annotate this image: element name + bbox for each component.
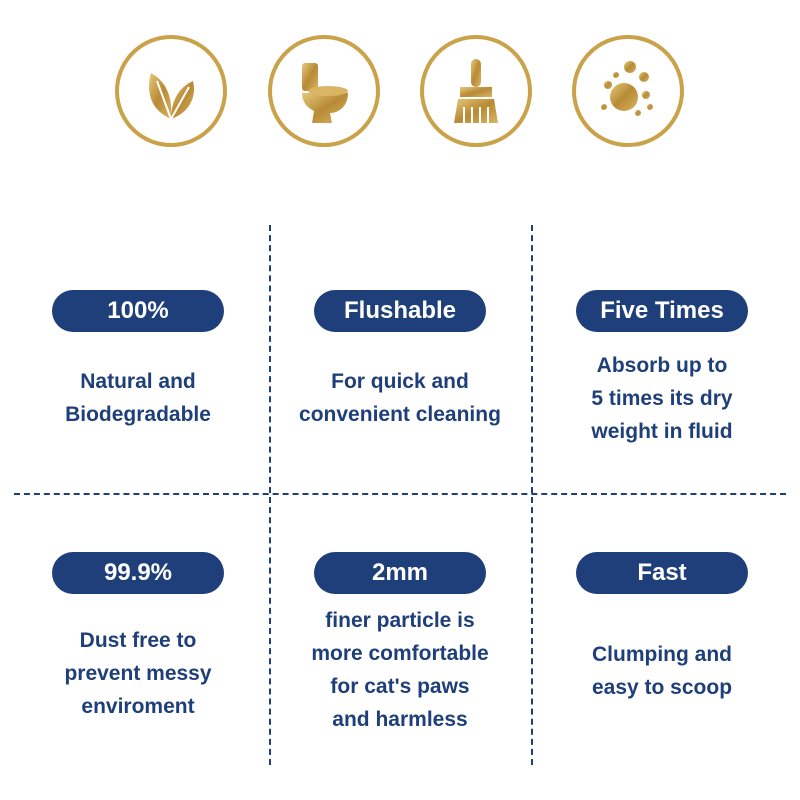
feature-text: Clumping and easy to scoop: [591, 643, 733, 699]
leaf-icon: [115, 35, 227, 147]
feature-badge: Five Times: [576, 290, 748, 332]
divider-horizontal: [14, 493, 786, 495]
feature-cell: [542, 290, 782, 448]
feature-cell: [280, 290, 520, 431]
feature-text: Dust free to prevent messy enviroment: [64, 629, 212, 718]
brush-icon: [420, 35, 532, 147]
feature-badge: Fast: [576, 552, 748, 594]
icon-row: [0, 35, 800, 165]
feature-badge: 99.9%: [52, 552, 224, 594]
feature-text: Natural and Biodegradable: [65, 370, 211, 426]
toilet-icon: [268, 35, 380, 147]
feature-text: Absorb up to 5 times its dry weight in fluid: [591, 354, 733, 443]
feature-cell: [280, 552, 520, 736]
divider-vertical: [269, 225, 271, 765]
feature-cell: [542, 552, 782, 704]
feature-cell: [18, 552, 258, 723]
feature-text: finer particle is more comfortable for cat's paws and harmless: [311, 609, 489, 731]
feature-badge: Flushable: [314, 290, 486, 332]
bubbles-icon: [572, 35, 684, 147]
features-grid: [0, 225, 800, 765]
feature-badge: 100%: [52, 290, 224, 332]
feature-badge: 2mm: [314, 552, 486, 594]
feature-text: For quick and convenient cleaning: [299, 370, 501, 426]
divider-vertical: [531, 225, 533, 765]
feature-cell: [18, 290, 258, 431]
